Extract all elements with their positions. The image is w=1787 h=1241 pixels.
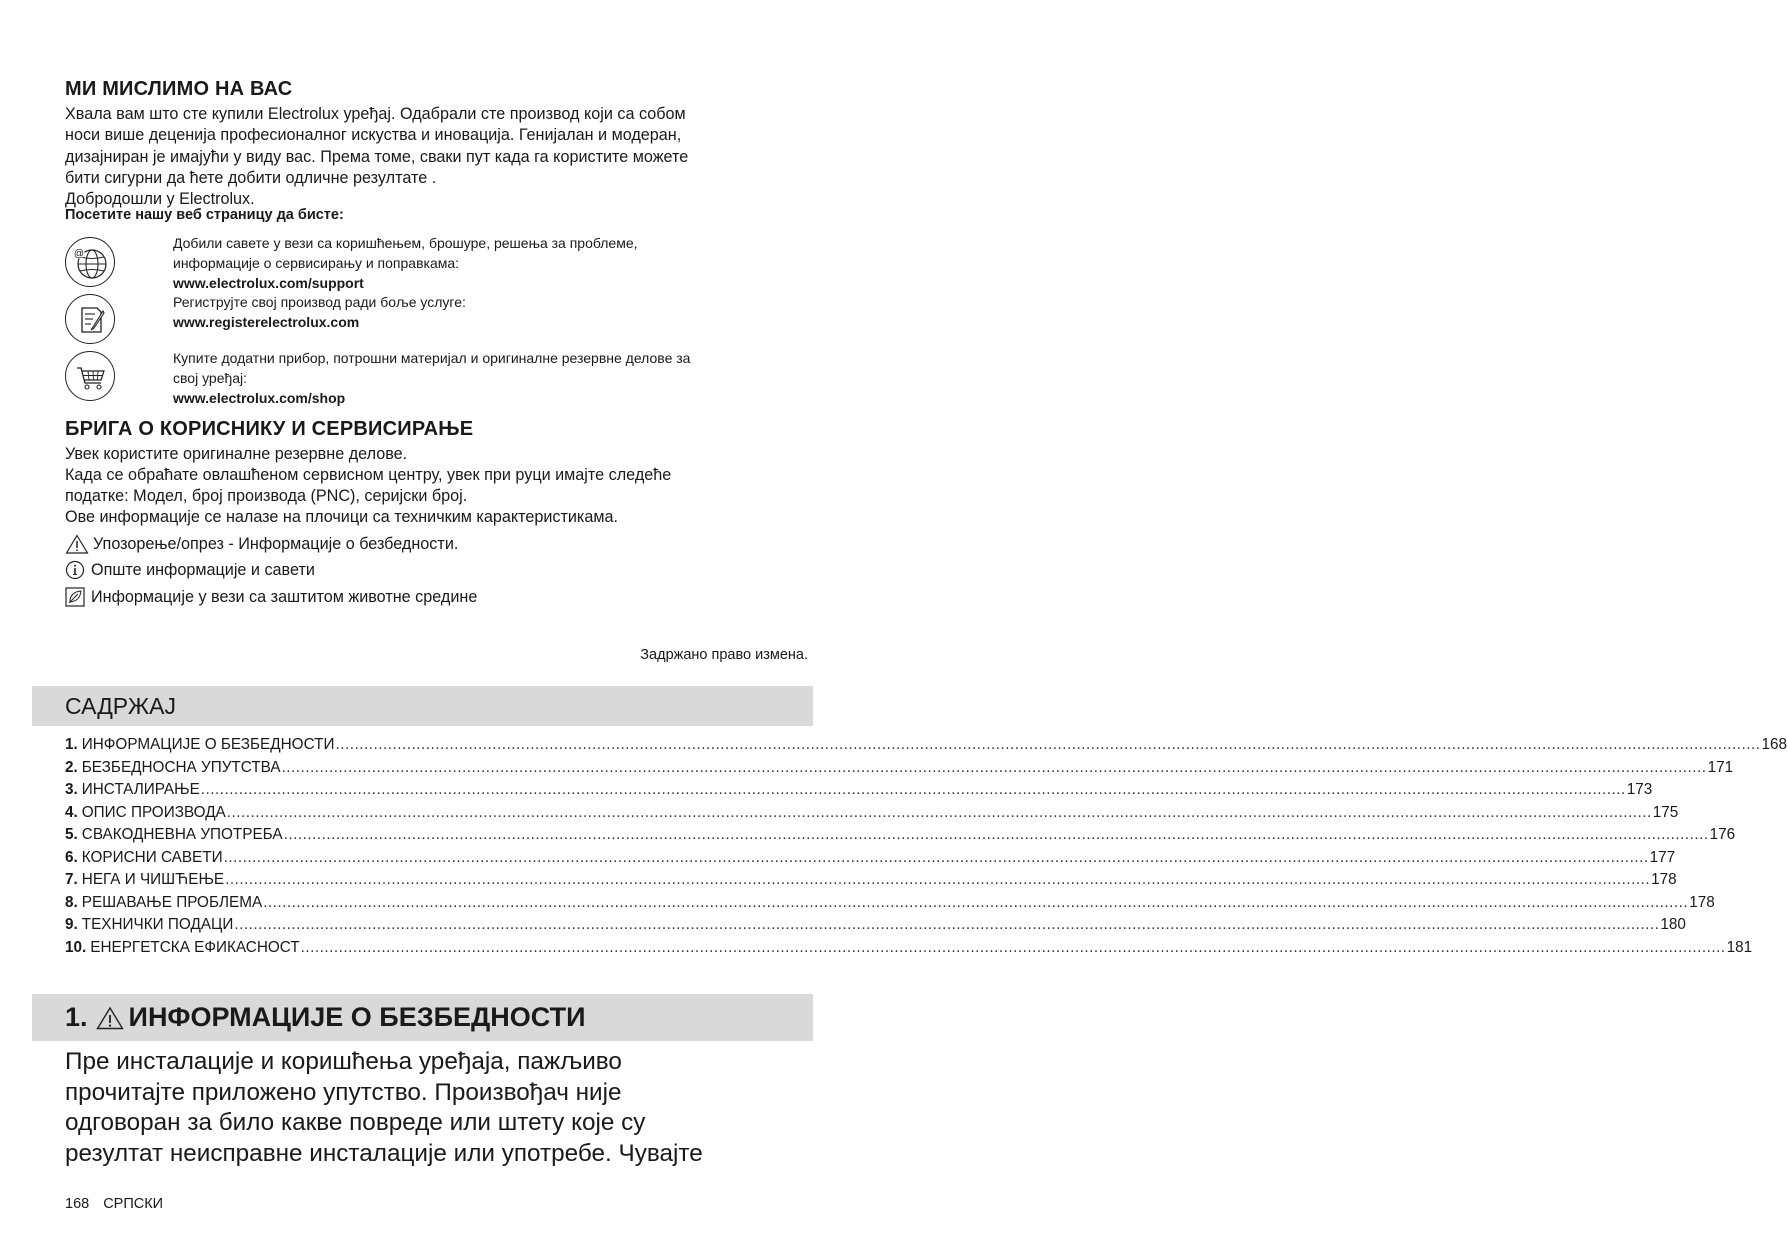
language-label: СРПСКИ	[103, 1196, 164, 1212]
visit-website-label: Посетите нашу веб страницу да бисте:	[65, 207, 344, 223]
contents-heading-band	[32, 686, 813, 726]
toc-entry-hints-and-tips[interactable]	[65, 848, 1676, 872]
toc-entry-safety-information[interactable]	[65, 736, 1787, 759]
shop-link-block	[173, 348, 813, 408]
toc-entry-page: 180	[1660, 916, 1686, 933]
toc-entry-number: 10.	[65, 938, 87, 956]
toc-entry-title: ИНСТАЛИРАЊЕ	[81, 781, 200, 798]
toc-dot-leader: ............................................................................................................................................................................................................................................................................................................	[281, 758, 1707, 776]
legend-warning-text: Упозорење/опрез - Информације о безбедности.	[93, 535, 459, 553]
toc-entry-energy-efficiency[interactable]	[65, 938, 1753, 962]
shop-url-link[interactable]: www.electrolux.com/shop	[173, 390, 346, 406]
care-line: Увек користите оригиналне резервне делове.	[65, 445, 408, 463]
page-footer	[65, 1196, 163, 1212]
toc-entry-number: 3.	[65, 781, 78, 798]
section1-heading-band	[32, 994, 813, 1041]
toc-entry-care-and-cleaning[interactable]	[65, 871, 1677, 894]
page-number: 168	[65, 1196, 90, 1212]
warning-triangle-icon	[65, 534, 89, 554]
contents-heading: САДРЖАЈ	[65, 693, 176, 719]
toc-dot-leader: ............................................................................................................................................................................................................................................................................................................	[335, 736, 1761, 753]
toc-dot-leader: ............................................................................................................................................................................................................................................................................................................	[223, 848, 1649, 866]
legend-environment	[65, 586, 477, 608]
toc-entry-page: 176	[1709, 826, 1736, 843]
toc-entry-product-description[interactable]	[65, 803, 1679, 827]
toc-entry-number: 7.	[65, 871, 78, 888]
care-line: Ове информације се налазе на плочици са техничким карактеристикама.	[65, 508, 619, 526]
toc-entry-page: 168	[1761, 736, 1787, 753]
section1-line: Пре инсталације и коришћења уређаја, пажљиво	[65, 1048, 622, 1075]
toc-entry-page: 175	[1652, 803, 1679, 821]
legend-info	[65, 559, 315, 581]
toc-dot-leader: ............................................................................................................................................................................................................................................................................................................	[200, 781, 1626, 798]
section1-line: резултат неисправне инсталације или употребе. Чувајте	[65, 1139, 703, 1167]
customer-care-heading: БРИГА О КОРИСНИКУ И СЕРВИСИРАЊЕ	[65, 418, 474, 440]
toc-entry-number: 8.	[65, 893, 78, 911]
intro-line: бити сигурни да ћете добити одличне резултате .	[65, 168, 437, 187]
legend-info-text: Опште информације и савети	[91, 561, 315, 579]
toc-entry-number: 1.	[65, 736, 78, 753]
toc-dot-leader: ............................................................................................................................................................................................................................................................................................................	[234, 916, 1660, 933]
toc-entry-page: 173	[1626, 781, 1653, 798]
toc-entry-daily-use[interactable]	[65, 826, 1736, 849]
toc-entry-number: 4.	[65, 803, 78, 821]
customer-care-paragraph	[65, 444, 805, 528]
support-link-block	[173, 233, 813, 293]
register-text: Региструјте свој производ ради боље услуге:	[173, 294, 466, 310]
shop-text: Купите додатни прибор, потрошни материјал и оригиналне резервне делове за	[173, 350, 691, 366]
intro-paragraph	[65, 104, 805, 210]
section1-number: 1.	[65, 1002, 88, 1032]
intro-line: дизајниран је имајући у виду вас. Према томе, сваки пут када га користите можете	[65, 147, 689, 166]
toc-entry-title: БЕЗБЕДНОСНА УПУТСТВА	[81, 758, 281, 776]
toc-entry-page: 171	[1707, 758, 1734, 776]
toc-entry-number: 9.	[65, 916, 78, 933]
toc-entry-number: 2.	[65, 758, 78, 776]
section1-line: одговоран за било какве повреде или штету које су	[65, 1109, 646, 1136]
environment-leaf-icon	[65, 587, 87, 607]
intro-line: носи више деценија професионалног искуства и иновација. Генијалан и модеран,	[65, 126, 682, 145]
think-of-you-heading: МИ МИСЛИМО НА ВАС	[65, 78, 293, 100]
register-link-block	[173, 292, 813, 332]
shop-text: свој уређај:	[173, 370, 248, 386]
welcome-line: Добродошли у Electrolux.	[65, 190, 255, 209]
toc-entry-page: 181	[1726, 938, 1753, 956]
info-circle-icon	[65, 560, 87, 580]
toc-entry-number: 6.	[65, 848, 78, 866]
toc-dot-leader: ............................................................................................................................................................................................................................................................................................................	[226, 803, 1652, 821]
care-line: податке: Модел, број производа (PNC), серијски број.	[65, 487, 468, 505]
toc-entry-title: КОРИСНИ САВЕТИ	[81, 848, 223, 866]
shopping-cart-icon	[65, 351, 115, 401]
svg-text:@: @	[73, 248, 85, 260]
section1-title: ИНФОРМАЦИЈЕ О БЕЗБЕДНОСТИ	[128, 1002, 586, 1032]
toc-entry-safety-instructions[interactable]	[65, 758, 1734, 782]
section1-line: прочитајте приложено упутство. Произвођач није	[65, 1078, 622, 1106]
toc-entry-title: ОПИС ПРОИЗВОДА	[81, 803, 226, 821]
warning-triangle-icon	[96, 1006, 124, 1030]
support-url-link[interactable]: www.electrolux.com/support	[173, 275, 364, 291]
toc-dot-leader: ............................................................................................................................................................................................................................................................................................................	[300, 938, 1726, 956]
toc-entry-title: НЕГА И ЧИШЋЕЊЕ	[81, 871, 225, 888]
toc-entry-title: ЕНЕРГЕТСКА ЕФИКАСНОСТ	[90, 938, 300, 956]
toc-entry-page: 177	[1649, 848, 1676, 866]
section1-intro	[65, 1047, 765, 1169]
toc-dot-leader: ............................................................................................................................................................................................................................................................................................................	[225, 871, 1651, 888]
care-line: Када се обраћате овлашћеном сервисном центру, увек при руци имајте следеће	[65, 466, 672, 484]
register-notepad-icon	[65, 294, 115, 344]
toc-entry-troubleshooting[interactable]	[65, 893, 1715, 917]
intro-line: Хвала вам што сте купили Electrolux уређај. Одабрали сте производ који са собом	[65, 105, 686, 123]
rights-reserved-note: Задржано право измена.	[640, 647, 808, 663]
toc-entry-number: 5.	[65, 826, 78, 843]
toc-entry-installation[interactable]	[65, 781, 1653, 804]
legend-environment-text: Информације у вези са заштитом животне средине	[91, 588, 478, 606]
toc-entry-page: 178	[1689, 893, 1715, 911]
toc-dot-leader: ............................................................................................................................................................................................................................................................................................................	[283, 826, 1709, 843]
legend-warning	[65, 533, 458, 555]
toc-dot-leader: ............................................................................................................................................................................................................................................................................................................	[263, 893, 1689, 911]
support-text: информације о сервисирању и поправкама:	[173, 255, 460, 271]
toc-entry-technical-data[interactable]	[65, 916, 1686, 939]
support-text: Добили савете у вези са коришћењем, брошуре, решења за проблеме,	[173, 235, 638, 251]
register-url-link[interactable]: www.registerelectrolux.com	[173, 314, 360, 330]
toc-entry-title: ИНФОРМАЦИЈЕ О БЕЗБЕДНОСТИ	[81, 736, 335, 753]
globe-at-icon	[65, 237, 115, 287]
toc-entry-title: СВАКОДНЕВНА УПОТРЕБА	[81, 826, 283, 843]
toc-entry-title: РЕШАВАЊЕ ПРОБЛЕМА	[81, 893, 263, 911]
toc-entry-title: ТЕХНИЧКИ ПОДАЦИ	[81, 916, 234, 933]
toc-entry-page: 178	[1651, 871, 1677, 888]
table-of-contents	[65, 736, 1787, 961]
